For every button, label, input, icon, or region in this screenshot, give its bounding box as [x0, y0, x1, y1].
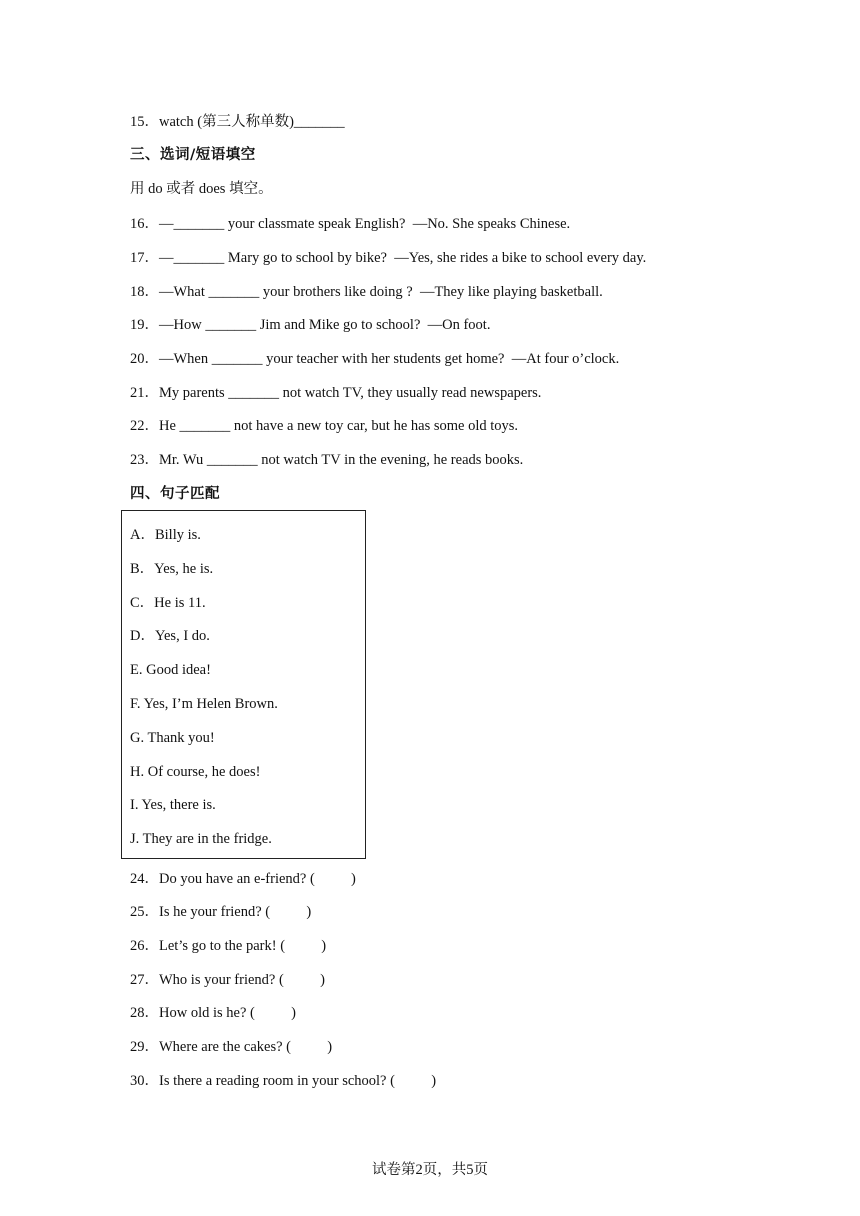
- option-j: J. They are in the fridge.: [130, 831, 272, 847]
- option-b: B．Yes, he is.: [130, 561, 214, 577]
- question-19: 19．—How _______ Jim and Mike go to school? —On foot.: [130, 317, 491, 333]
- option-d: D．Yes, I do.: [130, 628, 210, 644]
- option-c: C．He is 11.: [130, 595, 206, 611]
- question-18: 18．—What _______ your brothers like doing ? —They like playing basketball.: [130, 284, 603, 300]
- option-i: I. Yes, there is.: [130, 797, 216, 813]
- question-20: 20．—When _______ your teacher with her students get home? —At four o’clock.: [130, 351, 620, 367]
- option-a: A．Billy is.: [130, 527, 201, 543]
- question-26: 26．Let’s go to the park! ( ): [130, 938, 327, 954]
- question-25: 25．Is he your friend? ( ): [130, 904, 312, 920]
- question-16: 16．—_______ your classmate speak English? —No. She speaks Chinese.: [130, 216, 571, 232]
- question-30: 30．Is there a reading room in your school? ( ): [130, 1073, 437, 1089]
- page-footer: 试卷第2页，共5页: [372, 1162, 488, 1178]
- question-17: 17．—_______ Mary go to school by bike? —Yes, she rides a bike to school every day.: [130, 250, 647, 266]
- question-28: 28．How old is he? ( ): [130, 1005, 296, 1021]
- option-e: E. Good idea!: [130, 662, 211, 678]
- question-22: 22．He _______ not have a new toy car, but he has some old toys.: [130, 418, 519, 434]
- question-24: 24．Do you have an e-friend? ( ): [130, 871, 356, 887]
- section-4-heading: 四、句子匹配: [130, 486, 220, 502]
- question-27: 27．Who is your friend? ( ): [130, 972, 325, 988]
- options-box: [121, 510, 366, 859]
- question-15: 15．watch (第三人称单数)_______: [130, 114, 345, 130]
- option-g: G. Thank you!: [130, 730, 215, 746]
- option-f: F. Yes, I’m Helen Brown.: [130, 696, 278, 712]
- section-3-heading: 三、选词/短语填空: [130, 147, 256, 163]
- section-3-instruction: 用 do 或者 does 填空。: [130, 181, 273, 197]
- question-29: 29．Where are the cakes? ( ): [130, 1039, 333, 1055]
- question-23: 23．Mr. Wu _______ not watch TV in the evening, he reads books.: [130, 452, 524, 468]
- option-h: H. Of course, he does!: [130, 764, 261, 780]
- question-21: 21．My parents _______ not watch TV, they usually read newspapers.: [130, 385, 542, 401]
